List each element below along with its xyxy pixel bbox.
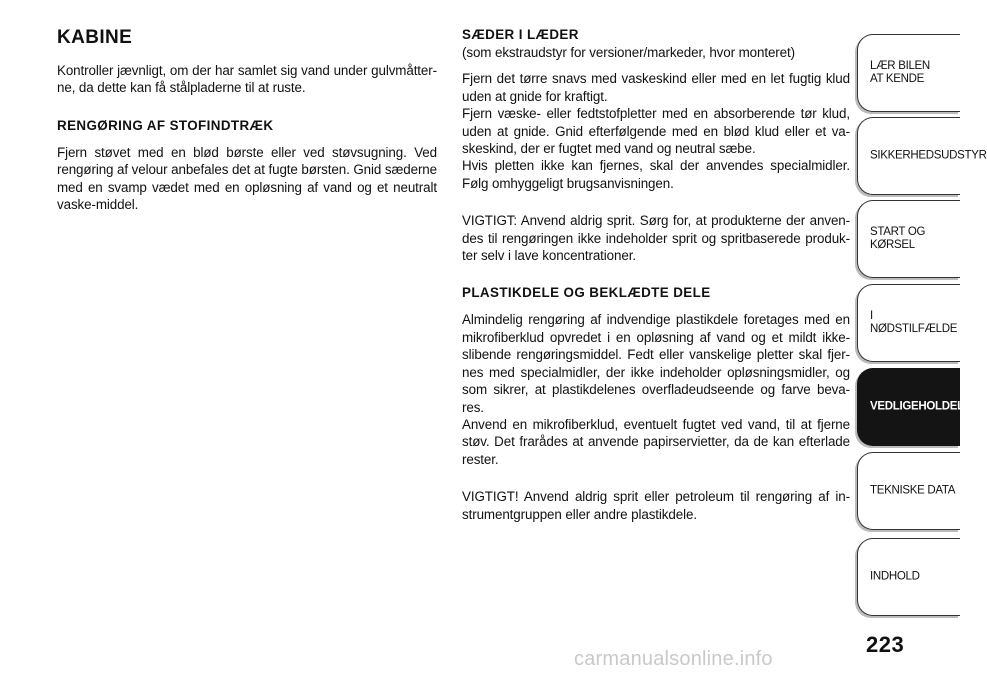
- tab-i-noedstilfaelde[interactable]: [857, 284, 960, 362]
- tab-sikkerhedsudstyr[interactable]: [857, 117, 987, 195]
- intro-paragraph: Kontroller jævnligt, om der har samlet sig vand under gulvmåtter-ne, da dette kan få stålpladerne til at ruste.: [57, 63, 437, 96]
- watermark: carmanualsonline.info: [574, 648, 773, 670]
- heading-stofindtraek: RENGØRING AF STOFINDTRÆK: [57, 117, 274, 133]
- leather-paragraph-3: Hvis pletten ikke kan fjernes, skal der anvendes specialmidler. Følg omhyggeligt brugsanvisningen.: [462, 158, 850, 191]
- left-column: [57, 26, 437, 233]
- page-number: 223: [866, 632, 905, 657]
- heading-plastikdele: PLASTIKDELE OG BEKLÆDTE DELE: [462, 285, 711, 301]
- tab-vedligeholdelse[interactable]: [857, 368, 979, 446]
- chapter-tab-sidebar: [857, 0, 987, 677]
- tab-label: I NØDSTILFÆLDE: [870, 310, 958, 335]
- tab-indhold[interactable]: [857, 538, 960, 616]
- plastic-warning: VIGTIGT! Anvend aldrig sprit eller petroleum til rengøring af in-strumentgruppen eller andre plastikdele.: [462, 489, 850, 522]
- tab-start-og-koersel[interactable]: [857, 200, 960, 278]
- tab-tekniske-data[interactable]: [857, 452, 960, 530]
- tab-label: INDHOLD: [870, 570, 920, 583]
- plastic-paragraph-1: Almindelig rengøring af indvendige plastikdele foretages med en mikrofiberklud opvredet i en opløsning af vand og et mildt ikke-slibende rengøringsmiddel. Fedt eller vanskelige pletter skal fjer-nes med specialmidler, der ikke indeholder opløsningsmidler, og som sikrer, at plastikdelenes overfladeudseende og farve beva-res.: [462, 312, 850, 415]
- leather-paragraph-1: Fjern det tørre snavs med vaskeskind eller med en let fugtig klud uden at gnide for kraftigt.: [462, 71, 850, 104]
- leather-warning: VIGTIGT: Anvend aldrig sprit. Sørg for, at produkterne der anven-des til rengøringen ikke indeholder sprit og spritbaserede produk-ter selv i lave koncentrationer.: [462, 213, 850, 264]
- tab-label: START OG KØRSEL: [870, 226, 926, 251]
- leather-paragraph-2: Fjern væske- eller fedtstofpletter med en absorberende tør klud, uden at gnide. Gnid efterfølgende med en blød klud eller et va-skeskind, der er fugtet med vand og neutral sæbe.: [462, 106, 850, 157]
- leather-subtitle: (som ekstraudstyr for versioner/markeder, hvor monteret): [462, 45, 795, 60]
- tab-label: TEKNISKE DATA: [870, 484, 956, 497]
- stofindtraek-paragraph: Fjern støvet med en blød børste eller ved støvsugning. Ved rengøring af velour anbefales det at fugte børsten. Gnid sæderne med en svamp vædet med en opløsning af vand og et neutralt vaske-middel.: [57, 144, 437, 213]
- tab-label: VEDLIGEHOLDELSE: [870, 400, 979, 413]
- tab-label: SIKKERHEDSUDSTYR: [870, 149, 987, 162]
- right-column: [462, 26, 850, 543]
- tab-label: LÆR BILEN AT KENDE: [870, 60, 930, 85]
- heading-saeder-i-laeder: SÆDER I LÆDER: [462, 27, 579, 42]
- section-title-kabine: KABINE: [57, 27, 133, 48]
- tab-laer-bilen-at-kende[interactable]: [857, 34, 960, 112]
- plastic-paragraph-2: Anvend en mikrofiberklud, eventuelt fugtet ved vand, til at fjerne støv. Det frarådes at anvende papirservietter, da de kan efterlade rester.: [462, 416, 850, 467]
